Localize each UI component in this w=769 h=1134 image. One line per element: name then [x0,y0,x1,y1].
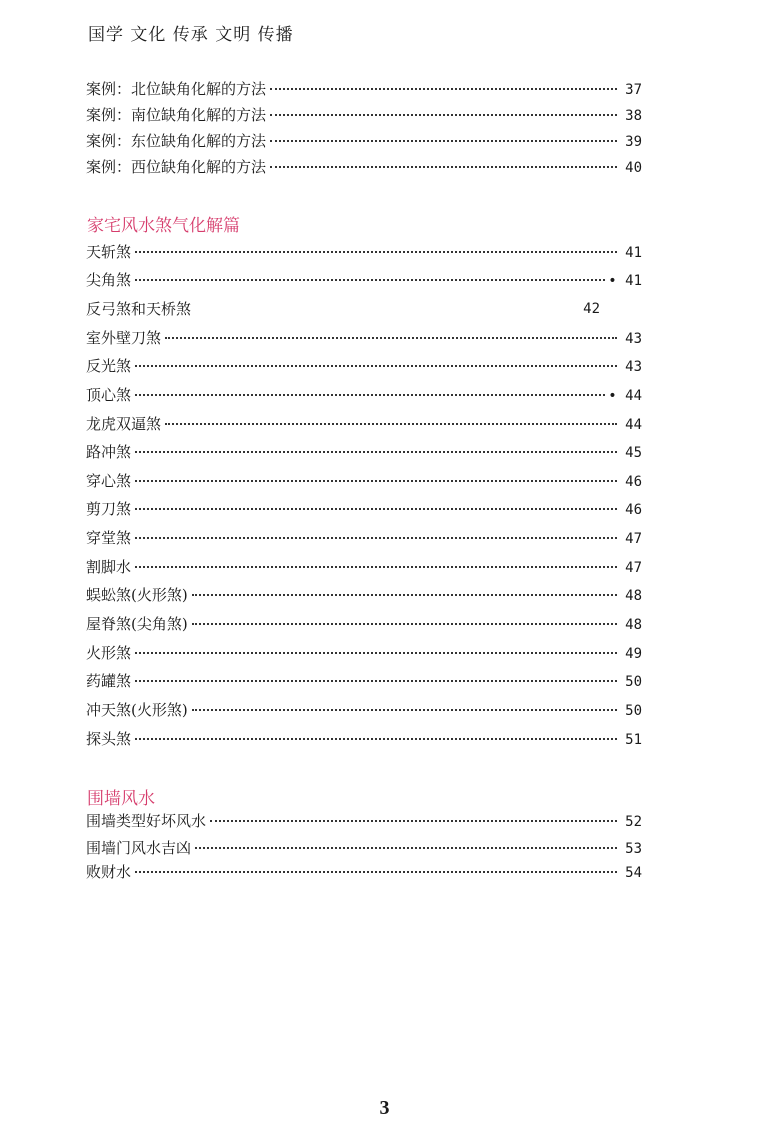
dot-leader [165,337,617,339]
dot-leader [192,709,617,711]
toc-entry[interactable] [86,498,642,520]
dot-leader [135,566,617,568]
toc-entry-page: 51 [625,732,642,748]
dot-leader [135,871,617,873]
dot-leader [135,480,617,482]
toc-entry-page: 46 [625,502,642,518]
dot-leader [135,365,617,367]
dot-leader [135,279,605,281]
toc-entry-title: 案例：东位缺角化解的方法 [86,132,267,150]
toc-entry-title: 反光煞 [86,357,132,375]
toc-entry-page: 44 [625,417,642,433]
toc-entry[interactable] [86,527,642,549]
toc-entry-page: 54 [625,865,642,881]
dot-leader [270,140,617,142]
dot-leader [135,394,605,396]
toc-entry[interactable] [86,861,642,883]
toc-entry[interactable] [86,470,642,492]
toc-entry-title: 顶心煞 [86,386,132,404]
toc-entry-title: 围墙门风水吉凶 [86,839,192,857]
toc-entry-title: 天斩煞 [86,243,132,261]
toc-entry-page: 41 [625,245,642,261]
toc-entry-page: 53 [625,841,642,857]
toc-entry-title: 火形煞 [86,644,132,662]
toc-entry-page: 43 [625,331,642,347]
toc-entry-title: 龙虎双逼煞 [86,415,162,433]
toc-entry-title: 反弓煞和天桥煞 [86,300,192,318]
toc-entry-page: 50 [625,703,642,719]
toc-entry[interactable] [86,298,642,320]
toc-entry[interactable] [86,584,642,606]
toc-entry-title: 穿心煞 [86,472,132,490]
dot-leader [210,820,617,822]
toc-entry-title: 败财水 [86,863,132,881]
dot-leader [165,423,617,425]
toc-entry-title: 蜈蚣煞(火形煞) [86,586,188,604]
toc-entry[interactable] [86,556,642,578]
dot-leader [192,594,617,596]
toc-entry[interactable] [86,156,642,178]
toc-entry[interactable] [86,355,642,377]
toc-entry[interactable] [86,130,642,152]
toc-entry-title: 药罐煞 [86,672,132,690]
toc-entry-title: 案例：南位缺角化解的方法 [86,106,267,124]
toc-entry[interactable] [86,837,642,859]
toc-entry-page: 43 [625,359,642,375]
dot-leader [135,738,617,740]
toc-entry-title: 案例：西位缺角化解的方法 [86,158,267,176]
toc-entry[interactable] [86,699,642,721]
dot-leader [135,680,617,682]
dot-leader [135,508,617,510]
dot-leader [135,251,617,253]
toc-entry[interactable] [86,269,642,291]
toc-entry-title: 路冲煞 [86,443,132,461]
toc-entry-page: • 41 [608,273,642,289]
page-header: 国学 文化 传承 文明 传播 [88,25,294,45]
toc-entry[interactable] [86,441,642,463]
toc-entry-title: 穿堂煞 [86,529,132,547]
toc-entry-title: 探头煞 [86,730,132,748]
toc-entry-page: 46 [625,474,642,490]
toc-entry-page: 42 [583,301,600,317]
toc-entry[interactable] [86,642,642,664]
toc-entry-page: 45 [625,445,642,461]
toc-entry[interactable] [86,241,642,263]
page-number: 3 [379,1097,390,1119]
toc-entry-page: 50 [625,674,642,690]
toc-entry-page: 47 [625,531,642,547]
toc-entry-page: • 44 [608,388,642,404]
section-title: 围墙风水 [87,789,155,809]
toc-entry[interactable] [86,413,642,435]
section-title: 家宅风水煞气化解篇 [87,216,240,236]
toc-entry[interactable] [86,104,642,126]
toc-entry-title: 案例：北位缺角化解的方法 [86,80,267,98]
dot-leader [270,88,617,90]
toc-entry-page: 39 [625,134,642,150]
toc-entry-page: 52 [625,814,642,830]
toc-entry[interactable] [86,810,642,832]
toc-entry[interactable] [86,384,642,406]
dot-leader [195,847,617,849]
toc-entry[interactable] [86,327,642,349]
toc-entry-title: 割脚水 [86,558,132,576]
toc-entry-title: 围墙类型好坏风水 [86,812,207,830]
toc-entry-page: 37 [625,82,642,98]
toc-entry-page: 49 [625,646,642,662]
toc-entry-page: 38 [625,108,642,124]
toc-entry-title: 剪刀煞 [86,500,132,518]
dot-leader [270,166,617,168]
toc-entry-page: 47 [625,560,642,576]
toc-entry[interactable] [86,78,642,100]
dot-leader [135,451,617,453]
toc-entry-page: 48 [625,588,642,604]
toc-entry-page: 48 [625,617,642,633]
dot-leader [135,537,617,539]
toc-entry[interactable] [86,670,642,692]
toc-entry[interactable] [86,613,642,635]
dot-leader [135,652,617,654]
toc-entry-title: 冲天煞(火形煞) [86,701,188,719]
dot-leader [192,623,617,625]
toc-entry-title: 尖角煞 [86,271,132,289]
toc-entry-title: 室外壁刀煞 [86,329,162,347]
toc-entry[interactable] [86,728,642,750]
dot-leader [270,114,617,116]
toc-entry-title: 屋脊煞(尖角煞) [86,615,188,633]
toc-entry-page: 40 [625,160,642,176]
